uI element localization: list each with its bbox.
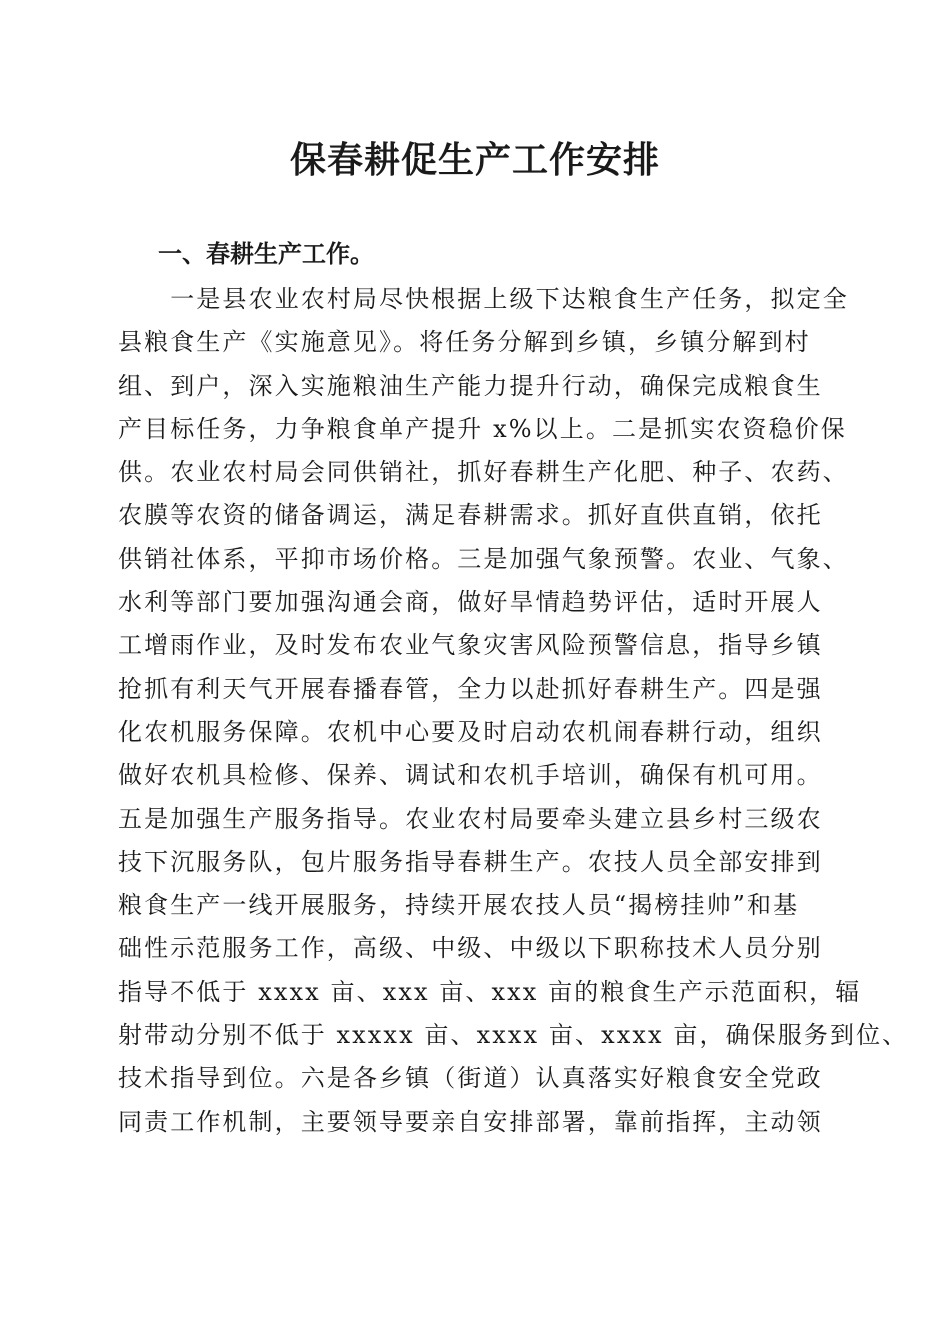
body-paragraph bbox=[118, 278, 909, 1144]
text-line: 粮食生产一线开展服务，持续开展农技人员“揭榜挂帅”和基 bbox=[118, 891, 800, 920]
text-line: 五是加强生产服务指导。农业农村局要牵头建立县乡村三级农 bbox=[118, 804, 823, 833]
text-line: 水利等部门要加强沟通会商，做好旱情趋势评估，适时开展人 bbox=[118, 588, 823, 617]
text-line: 技术指导到位。六是各乡镇（街道）认真落实好粮食安全党政 bbox=[118, 1064, 823, 1093]
text-line: 工增雨作业，及时发布农业气象灾害风险预警信息，指导乡镇 bbox=[118, 631, 823, 660]
text-line: 做好农机具检修、保养、调试和农机手培训，确保有机可用。 bbox=[118, 761, 823, 790]
text-line: 供。农业农村局会同供销社，抓好春耕生产化肥、种子、农药、 bbox=[118, 458, 849, 487]
text-line: 同责工作机制，主要领导要亲自安排部署，靠前指挥，主动领 bbox=[118, 1107, 823, 1136]
text-line: 农膜等农资的储备调运，满足春耕需求。抓好直供直销，依托 bbox=[118, 501, 823, 530]
text-line: 组、到户，深入实施粮油生产能力提升行动，确保完成粮食生 bbox=[118, 371, 823, 400]
document-title: 保春耕促生产工作安排 bbox=[289, 139, 660, 181]
text-line: 一是县农业农村局尽快根据上级下达粮食生产任务，拟定全 bbox=[118, 285, 849, 313]
text-line: 化农机服务保障。农机中心要及时启动农机闹春耕行动，组织 bbox=[118, 717, 823, 746]
text-line: 县粮食生产《实施意见》。将任务分解到乡镇，乡镇分解到村 bbox=[118, 328, 811, 357]
text-line: 技下沉服务队，包片服务指导春耕生产。农技人员全部安排到 bbox=[118, 847, 823, 876]
text-line: 射带动分别不低于 xxxxx 亩、xxxx 亩、xxxx 亩，确保服务到位、 bbox=[118, 1021, 909, 1050]
text-line: 产目标任务，力争粮食单产提升 x%以上。二是抓实农资稳价保 bbox=[118, 414, 847, 443]
text-line: 指导不低于 xxxx 亩、xxx 亩、xxx 亩的粮食生产示范面积，辐 bbox=[118, 977, 862, 1006]
text-line: 供销社体系，平抑市场价格。三是加强气象预警。农业、气象、 bbox=[118, 544, 849, 573]
text-line: 抢抓有利天气开展春播春管，全力以赴抓好春耕生产。四是强 bbox=[118, 674, 823, 703]
section-heading: 一、春耕生产工作。 bbox=[158, 240, 374, 268]
text-line: 础性示范服务工作，高级、中级、中级以下职称技术人员分别 bbox=[118, 934, 823, 963]
